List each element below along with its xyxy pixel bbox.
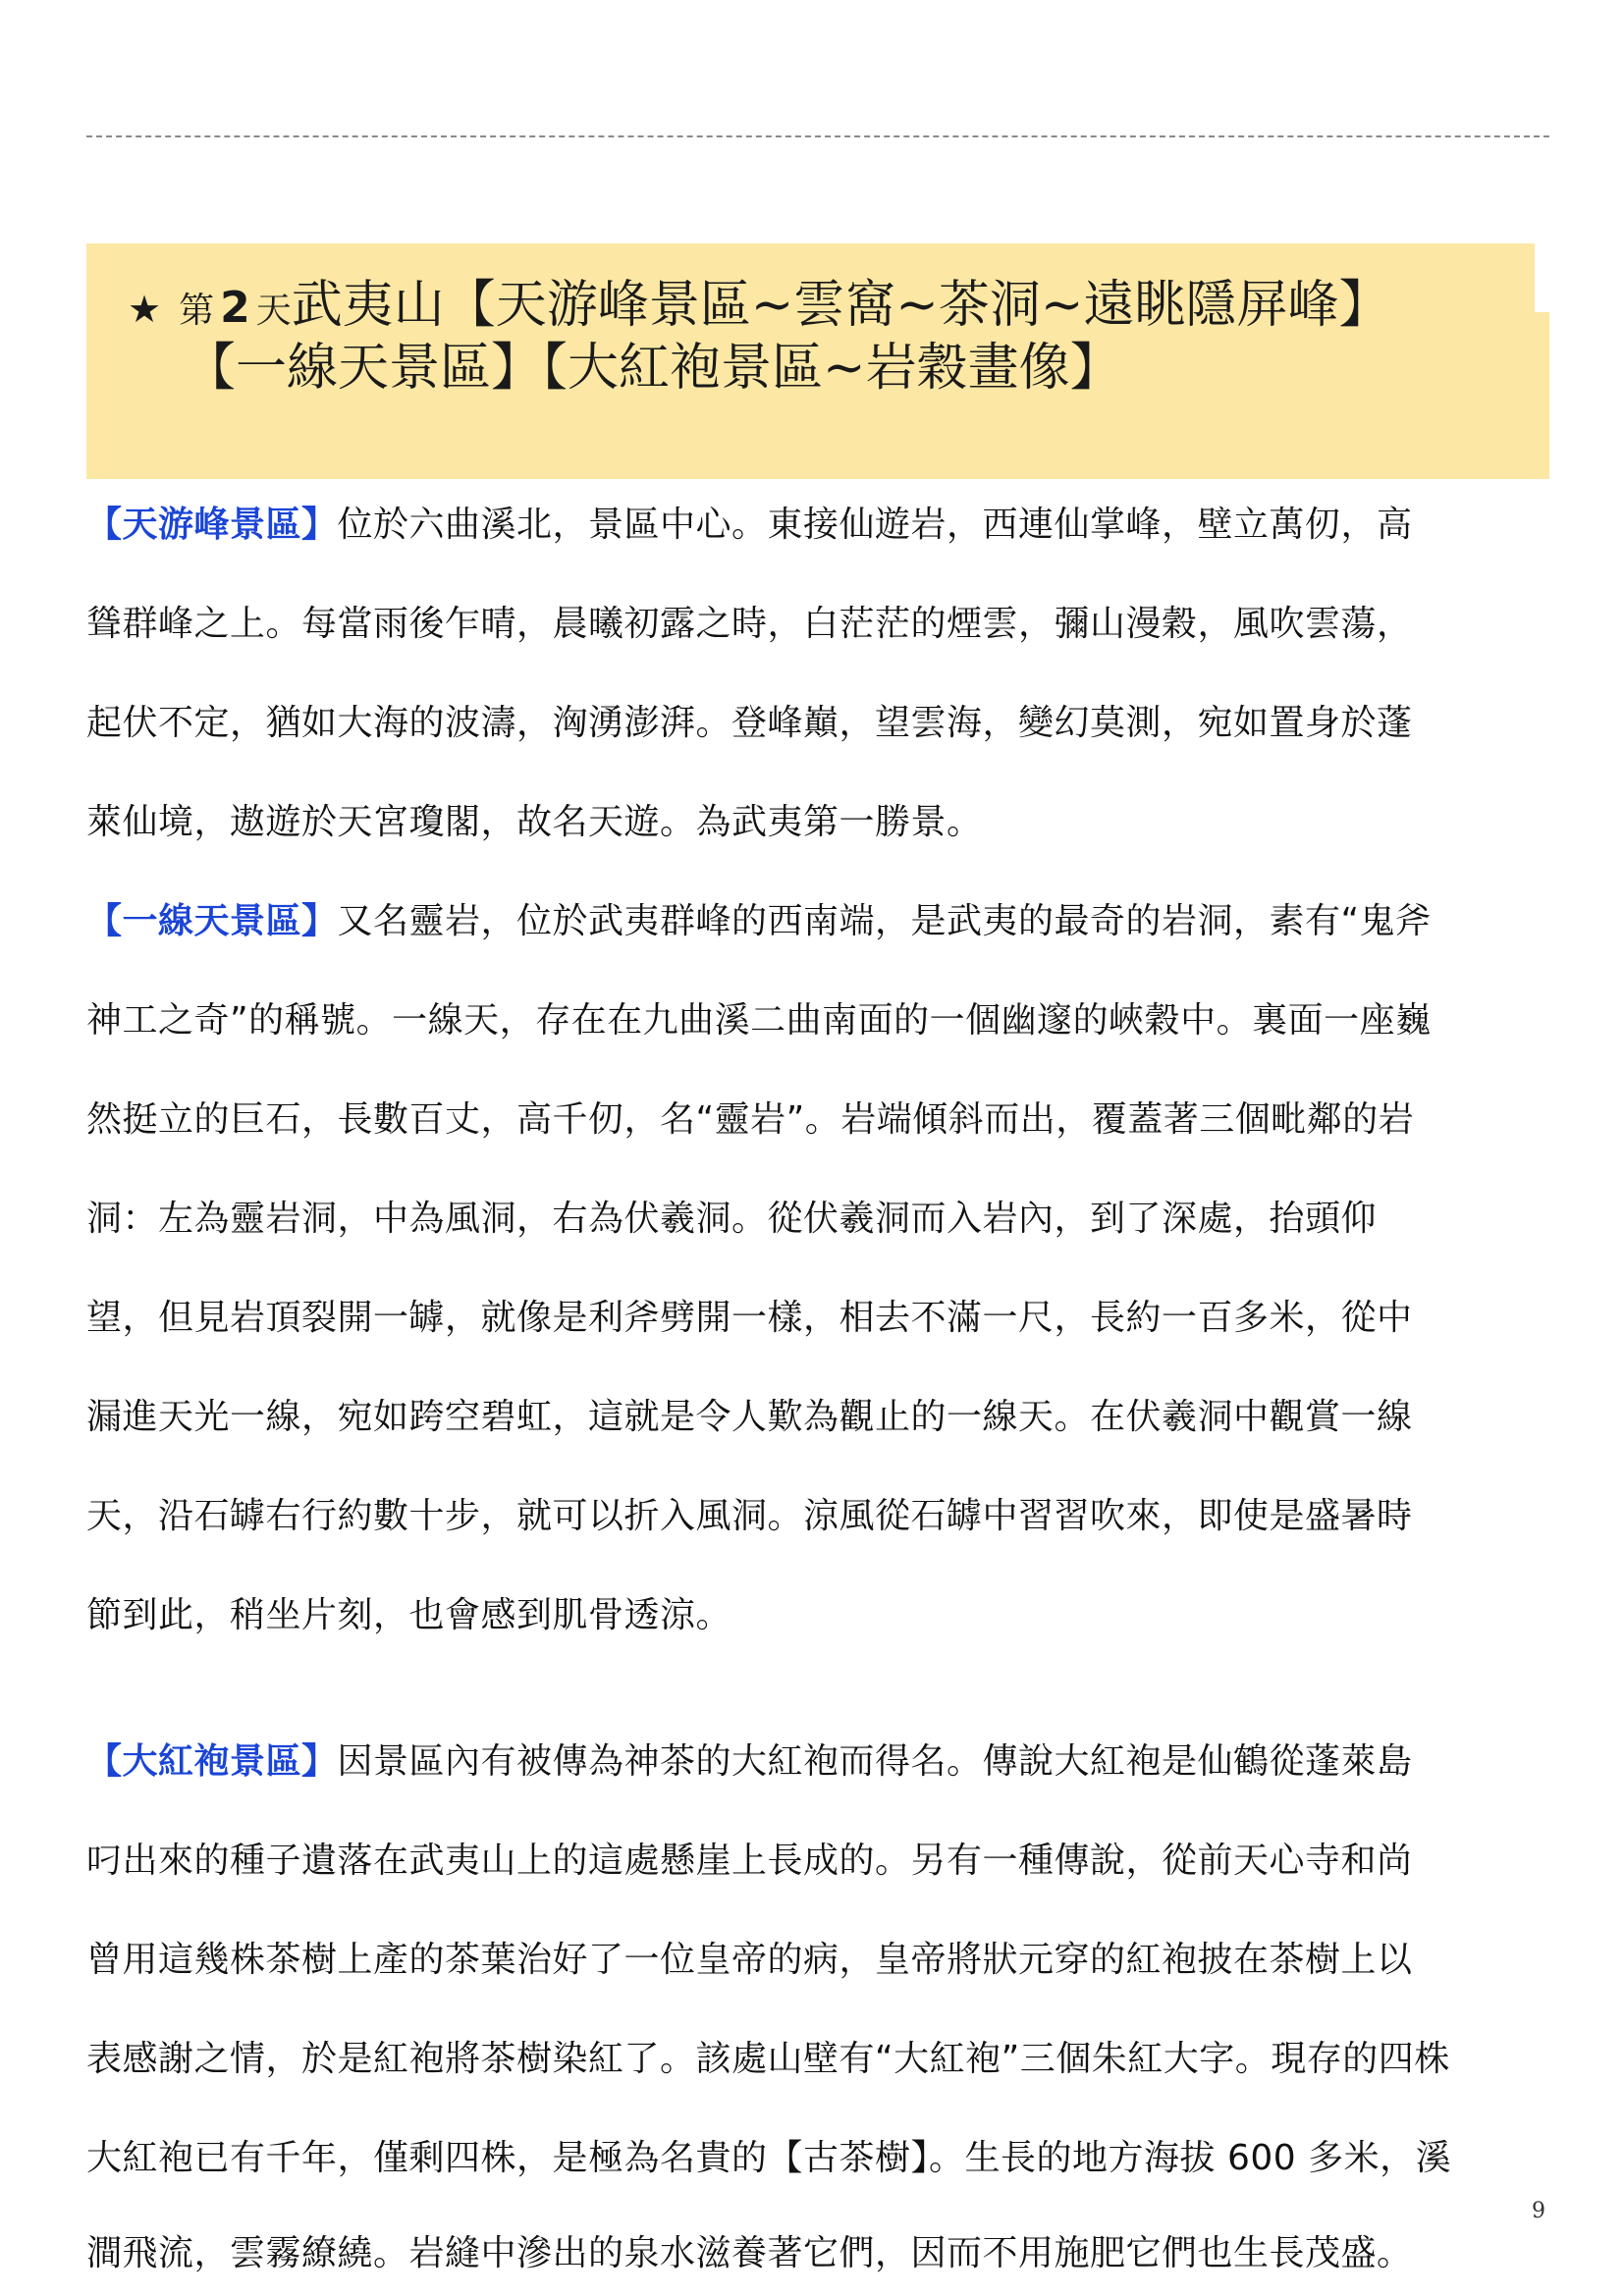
star-icon: ★ [128, 288, 162, 331]
paragraph-line: 萊仙境，遨遊於天宮瓊閣，故名天遊。為武夷第一勝景。 [86, 802, 983, 842]
paragraph-line: 天，沿石罅右行約數十步，就可以折入風洞。涼風從石罅中習習吹來，即使是盛暑時 [86, 1496, 1413, 1536]
paragraph-line: 澗飛流，雲霧繚繞。岩縫中滲出的泉水滋養著它們，因而不用施肥它們也生長茂盛。 [86, 2233, 1413, 2273]
paragraph-line [86, 892, 1559, 951]
paragraph-line: 神工之奇”的稱號。一線天，存在在九曲溪二曲南面的一個幽邃的峽穀中。裏面一座巍 [86, 1000, 1432, 1041]
line-text: 因景區內有被傳為神茶的大紅袍而得名。傳說大紅袍是仙鶴從蓬萊島 [337, 1741, 1413, 1782]
day-number: 2 [220, 283, 250, 333]
paragraph-line: 節到此，稍坐片刻，也會感到肌骨透涼。 [86, 1595, 732, 1635]
paragraph-line: 曾用這幾株茶樹上產的茶葉治好了一位皇帝的病，皇帝將狀元穿的紅袍披在茶樹上以 [86, 1940, 1413, 1980]
paragraph-line: 聳群峰之上。每當雨後乍晴，晨曦初露之時，白茫茫的煙雲，彌山漫穀，風吹雲蕩， [86, 604, 1413, 644]
paragraph-line: 望，但見岩頂裂開一罅，就像是利斧劈開一樣，相去不滿一尺，長約一百多米，從中 [86, 1298, 1413, 1338]
top-divider [86, 135, 1549, 137]
paragraph-line [86, 1733, 1559, 1791]
day-prefix: 第 [179, 291, 215, 331]
paragraph-line: 然挺立的巨石，長數百丈，高千仞，名“靈岩”。岩端傾斜而出，覆蓋著三個毗鄰的岩 [86, 1099, 1415, 1140]
section-label-yixiantian: 【一線天景區】 [86, 901, 338, 941]
paragraph-line: 漏進天光一線，宛如跨空碧虹，這就是令人歎為觀止的一線天。在伏羲洞中觀賞一線 [86, 1397, 1413, 1437]
paragraph-line [86, 496, 1559, 555]
paragraph-line: 起伏不定，猶如大海的波濤，洶湧澎湃。登峰巔，望雲海，變幻莫測，宛如置身於蓬 [86, 703, 1413, 743]
title-text: 武夷山【天游峰景區~雲窩~茶洞~遠眺隱屏峰】 [291, 276, 1390, 335]
day-suffix: 天 [255, 291, 292, 331]
section-label-tianyou: 【天游峰景區】 [86, 505, 338, 545]
page-number: 9 [1532, 2199, 1545, 2223]
title-banner-notch [1535, 243, 1549, 312]
paragraph-line: 叼出來的種子遺落在武夷山上的這處懸崖上長成的。另有一種傳說，從前天心寺和尚 [86, 1841, 1413, 1881]
title-line-2: 【一線天景區】【大紅袍景區~岩穀畫像】 [185, 339, 1121, 398]
section-label-dahongpao: 【大紅袍景區】 [86, 1741, 338, 1782]
line-text: 又名靈岩，位於武夷群峰的西南端，是武夷的最奇的岩洞，素有“鬼斧 [337, 901, 1432, 941]
paragraph-line: 表感謝之情，於是紅袍將茶樹染紅了。該處山壁有“大紅袍”三個朱紅大字。現存的四株 [86, 2039, 1450, 2079]
paragraph-line: 洞：左為靈岩洞，中為風洞，右為伏羲洞。從伏羲洞而入岩內，到了深處，抬頭仰 [86, 1199, 1378, 1239]
line-text: 位於六曲溪北，景區中心。東接仙遊岩，西連仙掌峰，壁立萬仞，高 [337, 505, 1413, 545]
paragraph-line: 大紅袍已有千年，僅剩四株，是極為名貴的【古茶樹】。生長的地方海拔 600 多米，溪 [86, 2138, 1452, 2178]
